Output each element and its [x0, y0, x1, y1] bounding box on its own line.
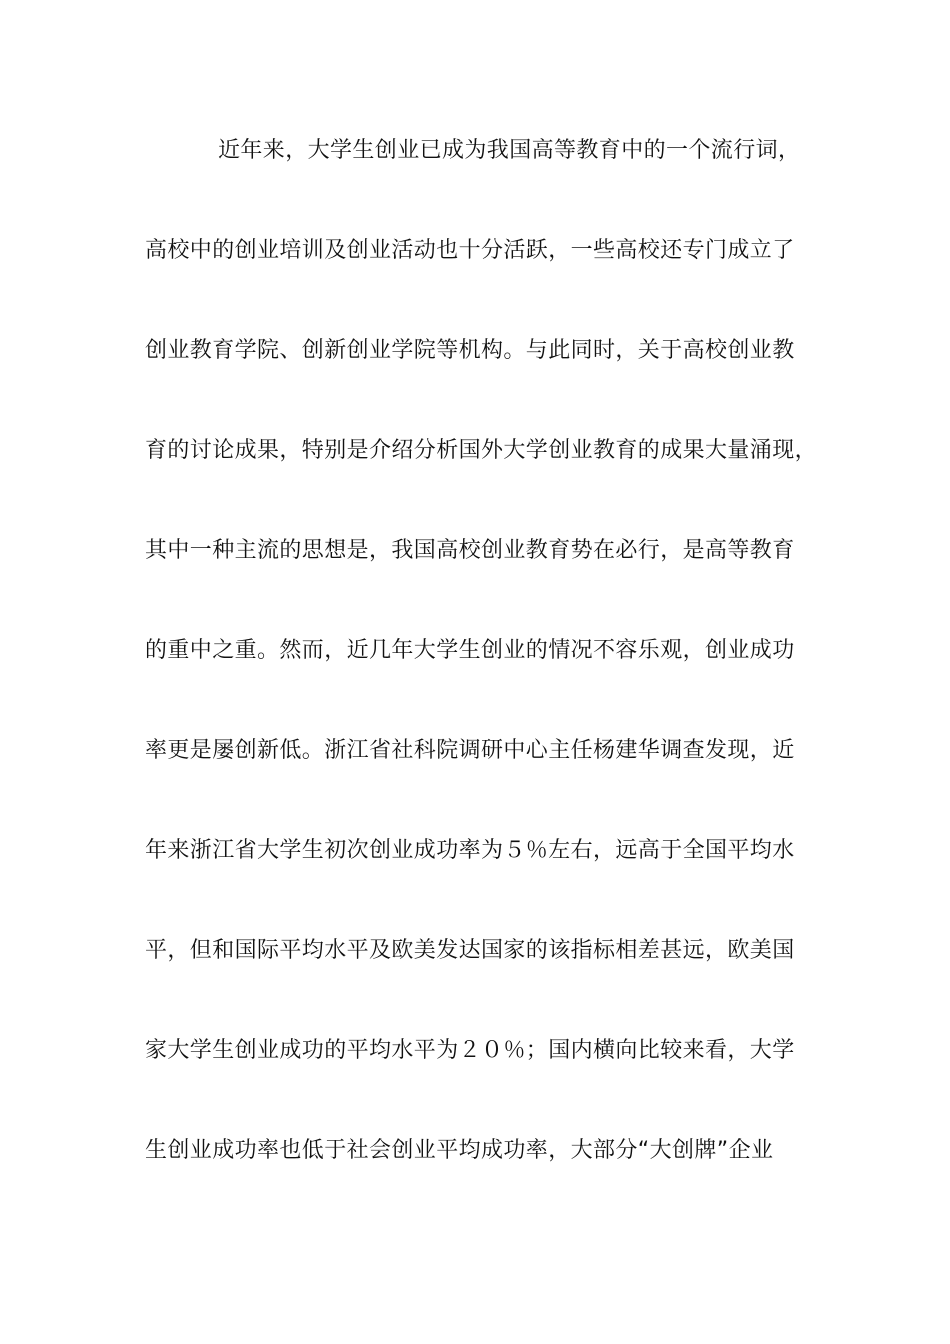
paragraph-line: 平，但和国际平均水平及欧美发达国家的该指标相差甚远，欧美国 — [145, 938, 795, 963]
paragraph-line: 育的讨论成果，特别是介绍分析国外大学创业教育的成果大量涌现， — [145, 438, 818, 463]
paragraph-line: 高校中的创业培训及创业活动也十分活跃，一些高校还专门成立了 — [145, 238, 795, 263]
paragraph-line: 生创业成功率也低于社会创业平均成功率，大部分“大创牌”企业 — [145, 1138, 774, 1163]
paragraph-line: 其中一种主流的思想是，我国高校创业教育势在必行，是高等教育 — [145, 538, 795, 563]
paragraph-line: 家大学生创业成功的平均水平为２０％；国内横向比较来看，大学 — [145, 1038, 795, 1063]
paragraph-line: 近年来，大学生创业已成为我国高等教育中的一个流行词， — [218, 138, 801, 163]
paragraph-line: 的重中之重。然而，近几年大学生创业的情况不容乐观，创业成功 — [145, 638, 795, 663]
paragraph-line: 创业教育学院、创新创业学院等机构。与此同时，关于高校创业教 — [145, 338, 795, 363]
paragraph-line: 率更是屡创新低。浙江省社科院调研中心主任杨建华调查发现，近 — [145, 738, 795, 763]
paragraph-line: 年来浙江省大学生初次创业成功率为５％左右，远高于全国平均水 — [145, 838, 795, 863]
